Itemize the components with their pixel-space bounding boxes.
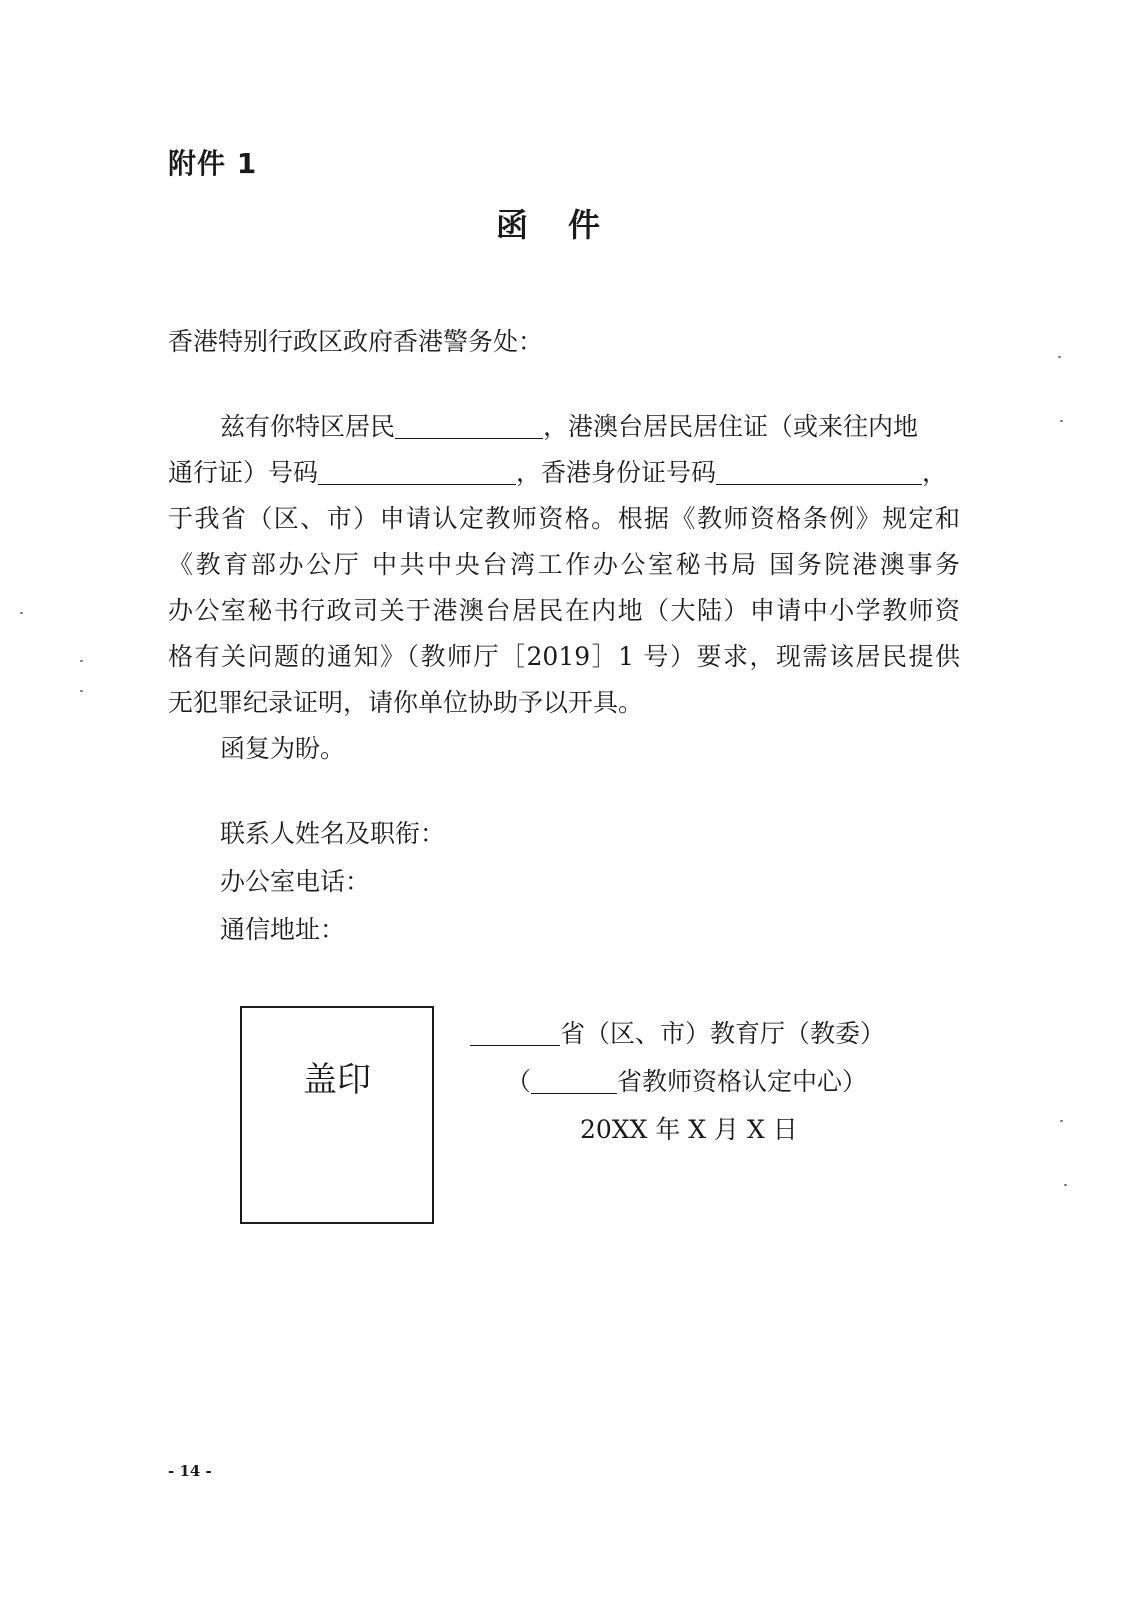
closing-line: 函复为盼。 [220, 734, 346, 763]
scan-speck [1058, 356, 1061, 358]
contact-address: 通信地址： [220, 915, 346, 944]
scan-speck [1064, 1184, 1067, 1186]
attachment-label: 附件 1 [168, 147, 258, 180]
signature-center-line [470, 1058, 910, 1106]
resident-name-blank[interactable] [395, 412, 543, 439]
body-line-6: 格有关问题的通知》（教师厅［2019］1 号）要求，现需该居民提供 [168, 642, 960, 671]
signature-dept: 省（区、市）教育厅（教委） [560, 1019, 886, 1048]
letter-body [168, 404, 960, 772]
body-line-3: 于我省（区、市）申请认定教师资格。根据《教师资格条例》规定和 [168, 504, 960, 533]
hk-id-number-blank[interactable] [716, 458, 922, 485]
body-text-segment: ， [922, 458, 948, 487]
signature-block [470, 1010, 910, 1154]
scan-speck [80, 660, 83, 662]
page-number: - 14 - [168, 1462, 212, 1480]
body-line-5: 办公室秘书行政司关于港澳台居民在内地（大陆）申请中小学教师资 [168, 596, 960, 625]
contact-block [220, 810, 445, 954]
body-line-2 [168, 450, 960, 496]
contact-name-title: 联系人姓名及职衔： [220, 819, 446, 848]
seal-box [240, 1006, 434, 1224]
province-blank[interactable] [470, 1019, 560, 1046]
seal-label: 盖印 [303, 1060, 371, 1100]
body-text-segment: 兹有你特区居民 [220, 412, 396, 441]
signature-center: 省教师资格认定中心） [617, 1067, 868, 1096]
body-line-1 [168, 404, 960, 450]
document-title: 函件 [495, 206, 640, 244]
permit-number-blank[interactable] [318, 458, 516, 485]
signature-paren: （ [506, 1067, 532, 1096]
signature-date: 20XX 年 X 月 X 日 [580, 1115, 798, 1144]
addressee: 香港特别行政区政府香港警务处： [168, 327, 544, 356]
scan-speck [80, 690, 83, 692]
center-province-blank[interactable] [531, 1067, 617, 1094]
signature-dept-line [470, 1010, 910, 1058]
body-text-segment: ，香港身份证号码 [516, 458, 717, 487]
scan-speck [20, 612, 23, 614]
body-line-7: 无犯罪纪录证明，请你单位协助予以开具。 [168, 688, 644, 717]
scan-speck [1060, 1120, 1063, 1122]
scan-speck [1060, 420, 1063, 422]
body-text-segment: 通行证）号码 [168, 458, 319, 487]
body-text-segment: ，港澳台居民居住证（或来往内地 [543, 412, 919, 441]
contact-phone: 办公室电话： [220, 867, 371, 896]
body-line-4: 《教育部办公厅 中共中央台湾工作办公室秘书局 国务院港澳事务 [168, 550, 960, 579]
